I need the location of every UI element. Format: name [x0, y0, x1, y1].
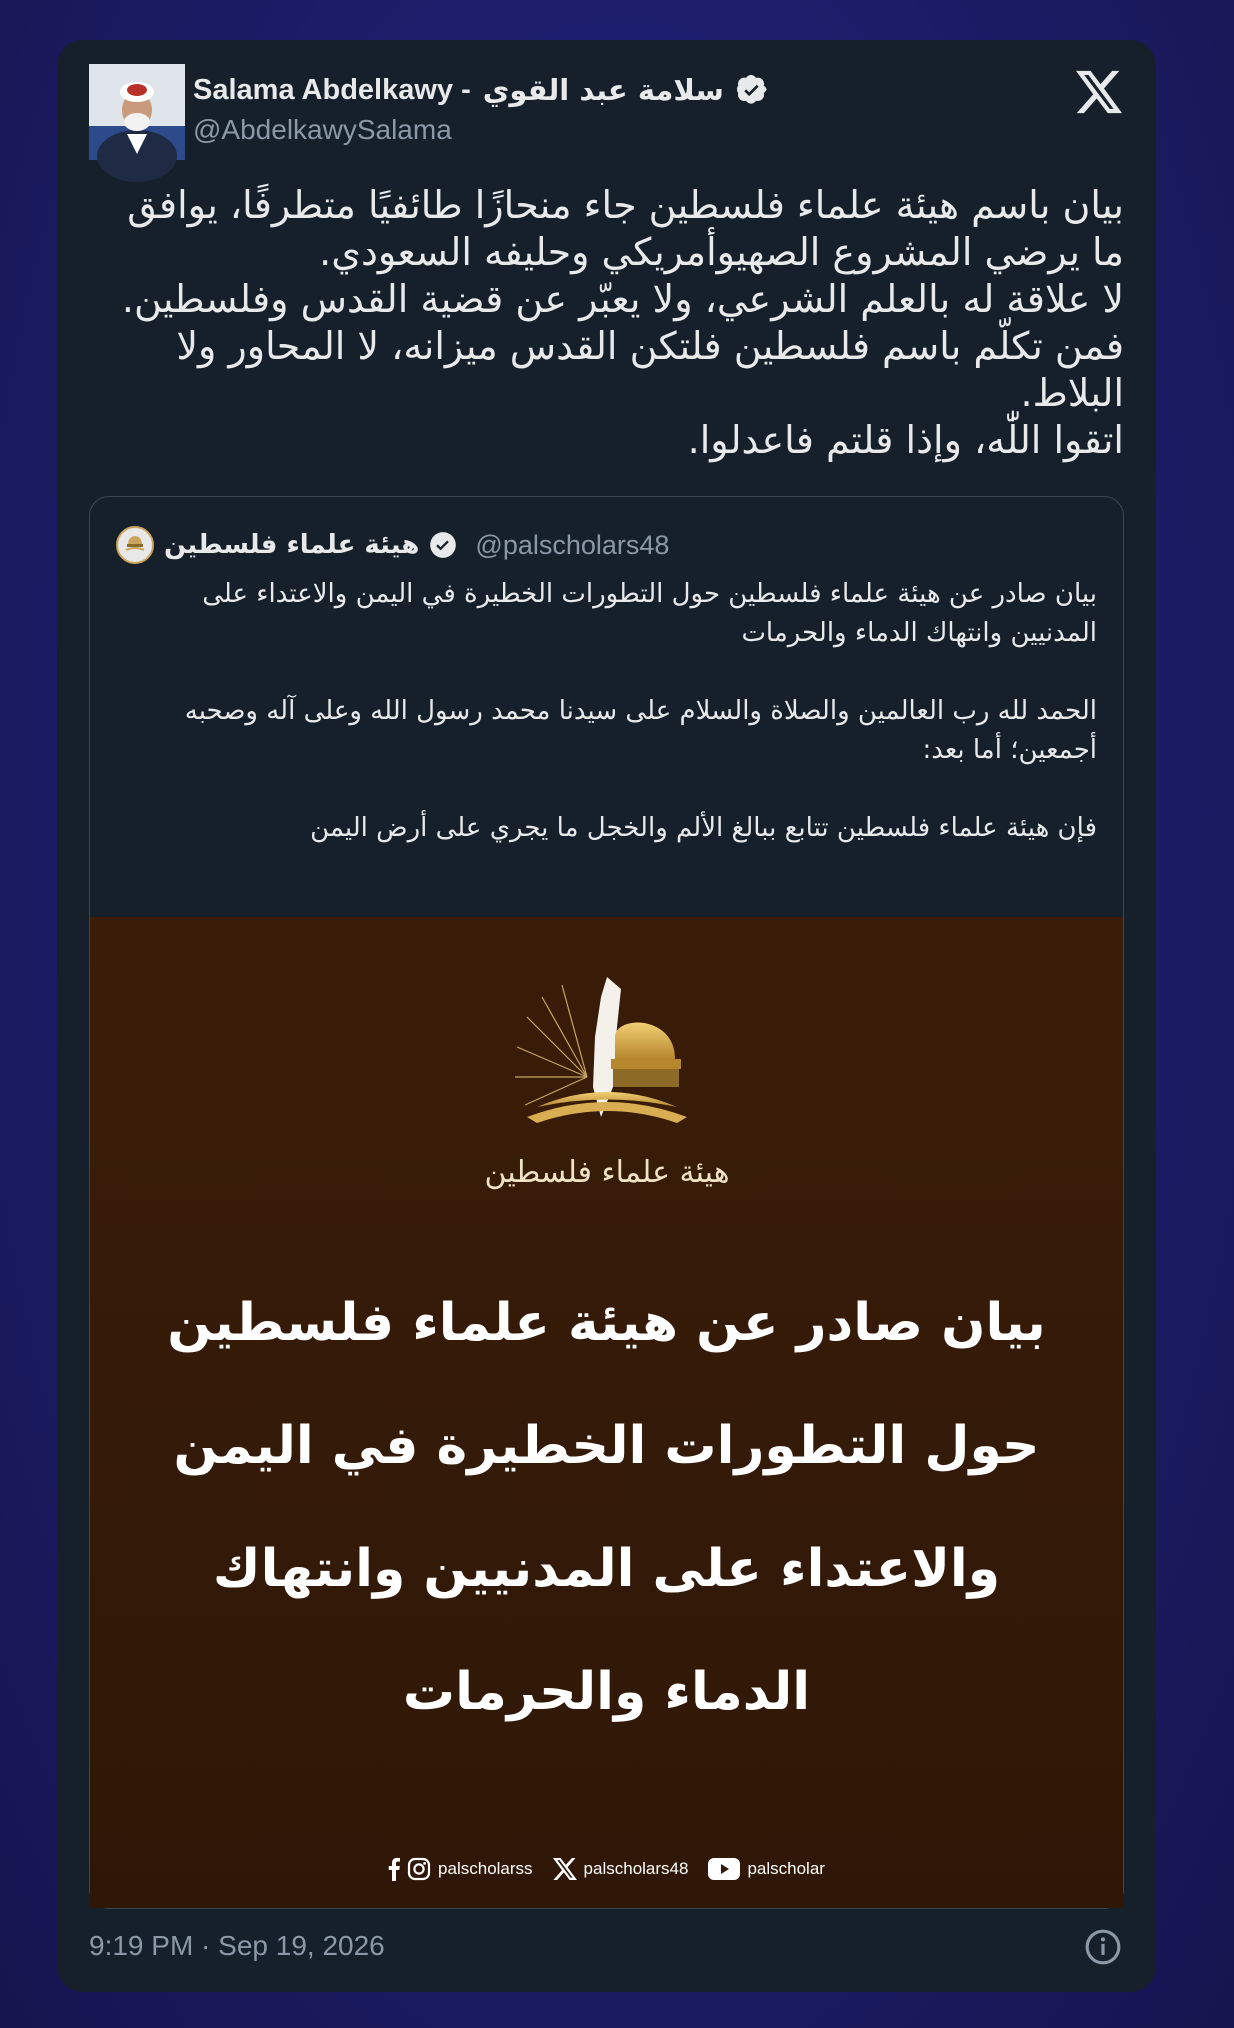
image-headline: [90, 1262, 1123, 1754]
quoted-author-name[interactable]: هيئة علماء فلسطين: [164, 530, 420, 560]
social-youtube: [708, 1857, 825, 1881]
quoted-author-avatar[interactable]: [116, 526, 154, 564]
x-icon: [553, 1858, 577, 1880]
headline-line: والاعتداء على المدنيين وانتهاك: [212, 1539, 1001, 1599]
author-name[interactable]: [193, 70, 768, 110]
social-handle-text: palscholarss: [438, 1859, 533, 1878]
verified-badge-icon: [736, 74, 768, 106]
social-x: [553, 1858, 689, 1880]
youtube-icon: [708, 1857, 740, 1881]
x-logo-icon[interactable]: [1076, 70, 1122, 114]
quoted-tweet-text: [116, 575, 1097, 887]
emblem-caption: هيئة علماء فلسطين: [484, 1155, 730, 1190]
author-avatar[interactable]: [89, 64, 185, 160]
social-handles: [90, 1852, 1123, 1886]
tweet-timestamp[interactable]: 9:19 PM · Sep 19, 2026: [89, 1930, 385, 1961]
social-facebook-instagram: [388, 1857, 533, 1881]
tweet-line: اتقوا اللّٰه، وإذا قلتم فاعدلوا.: [687, 418, 1124, 462]
headline-line: بيان صادر عن هيئة علماء فلسطين: [167, 1293, 1046, 1353]
social-handle-text: palscholar: [747, 1859, 825, 1878]
tweet-line: بيان باسم هيئة علماء فلسطين جاء منحازًا طائفيًا متطرفًا، يوافق ما يرضي المشروع الصهيوأمريكي وحليفه السعودي.: [127, 183, 1124, 274]
scholars-emblem-logo: [484, 967, 730, 1207]
tweet-line: فمن تكلّم باسم فلسطين فلتكن القدس ميزانه، لا المحاور ولا البلاط.: [176, 324, 1124, 415]
facebook-icon: [388, 1857, 400, 1881]
author-handle[interactable]: @AbdelkawySalama: [193, 114, 452, 145]
tweet-card: [57, 40, 1156, 1992]
quoted-paragraph: بيان صادر عن هيئة علماء فلسطين حول التطورات الخطيرة في اليمن والاعتداء على المدنيين وانتهاك الدماء والحرمات: [202, 579, 1097, 648]
quoted-media-image[interactable]: [90, 917, 1123, 1908]
quoted-paragraph: فإن هيئة علماء فلسطين تتابع ببالغ الألم والخجل ما يجري على أرض اليمن: [310, 813, 1097, 843]
author-name-arabic: سلامة عبد القوي: [482, 73, 724, 107]
quoted-paragraph: الحمد لله رب العالمين والصلاة والسلام على سيدنا محمد رسول الله وعلى آله وصحبه أجمعين؛ أما بعد:: [184, 696, 1097, 765]
instagram-icon: [407, 1857, 431, 1881]
author-name-latin: Salama Abdelkawy -: [193, 73, 471, 106]
headline-line: الدماء والحرمات: [402, 1662, 811, 1722]
tweet-text: [89, 182, 1124, 464]
tweet-line: لا علاقة له بالعلم الشرعي، ولا يعبّر عن قضية القدس وفلسطين.: [121, 277, 1124, 321]
verified-badge-icon: [429, 531, 457, 559]
headline-line: حول التطورات الخطيرة في اليمن: [173, 1416, 1040, 1476]
quoted-tweet-header: [116, 525, 669, 565]
quoted-author-handle[interactable]: @palscholars48: [475, 529, 670, 560]
quoted-tweet[interactable]: [89, 496, 1124, 1909]
info-icon[interactable]: [1084, 1928, 1122, 1966]
social-handle-text: palscholars48: [583, 1859, 689, 1878]
